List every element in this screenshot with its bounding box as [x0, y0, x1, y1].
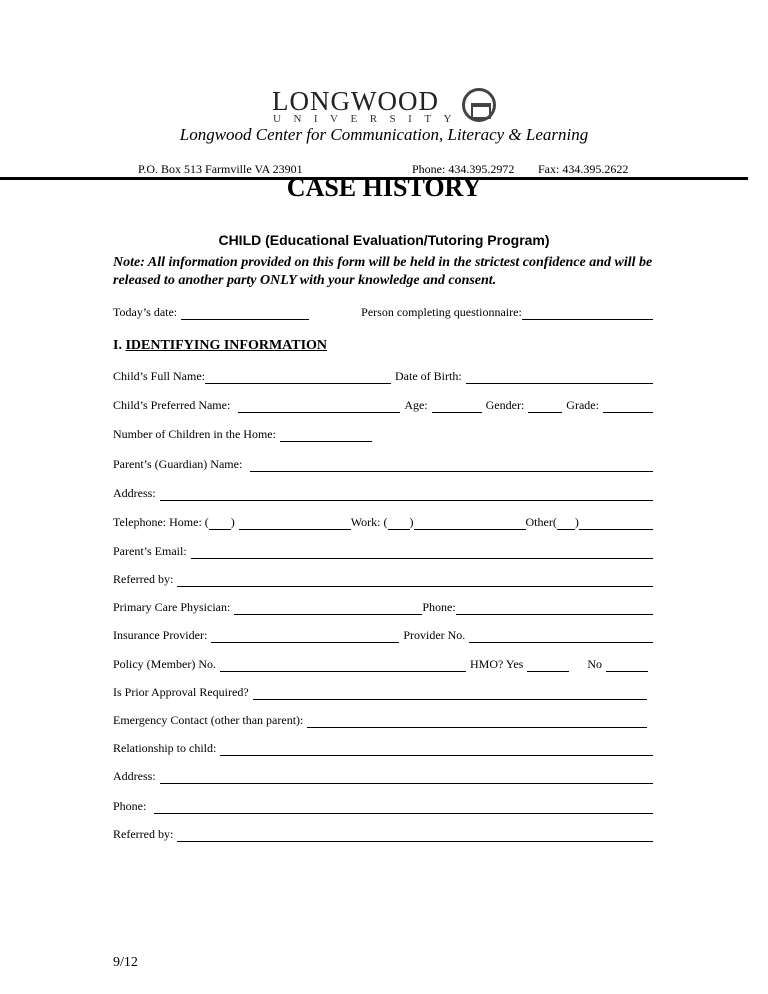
label-preferred: Child’s Preferred Name: — [113, 398, 231, 412]
parent-name-field[interactable] — [250, 460, 653, 472]
center-fax: Fax: 434.395.2622 — [538, 162, 629, 176]
label-grade: Grade: — [566, 398, 599, 412]
label-physician-phone: Phone: — [422, 600, 456, 614]
row-parent — [113, 458, 653, 472]
hmo-yes-field[interactable] — [527, 660, 569, 672]
home-area-code-field[interactable] — [209, 518, 231, 530]
address-field[interactable] — [160, 489, 653, 501]
relationship-field[interactable] — [220, 744, 653, 756]
label-prior-approval: Is Prior Approval Required? — [113, 685, 249, 699]
preferred-field[interactable] — [238, 401, 400, 413]
other-area-code-field[interactable] — [557, 518, 575, 530]
label-insurance: Insurance Provider: — [113, 628, 208, 642]
row-telephone — [113, 516, 653, 530]
hmo-no-field[interactable] — [606, 660, 648, 672]
label-dob: Date of Birth: — [395, 369, 462, 383]
referred2-field[interactable] — [177, 830, 653, 842]
row-preferred — [113, 399, 653, 413]
row-policy — [113, 658, 653, 672]
emergency-field[interactable] — [307, 716, 647, 728]
row-address2 — [113, 770, 653, 784]
page-title: CASE HISTORY — [286, 173, 482, 202]
insurance-field[interactable] — [211, 631, 399, 643]
work-phone-field[interactable] — [414, 518, 526, 530]
paren: ) — [409, 515, 414, 529]
label-full-name: Child’s Full Name: — [113, 369, 206, 383]
label-gender: Gender: — [485, 398, 525, 412]
center-phone: Phone: 434.395.2972 — [412, 162, 515, 176]
revision-date: 9/12 — [113, 955, 138, 970]
label-phone2: Phone: — [113, 799, 147, 813]
label-address: Address: — [113, 486, 156, 500]
row-physician — [113, 601, 653, 615]
row-referred2 — [113, 828, 653, 842]
label-email: Parent’s Email: — [113, 544, 187, 558]
label-other: Other( — [525, 515, 557, 529]
center-name: Longwood Center for Communication, Literacy & Learning — [179, 125, 589, 144]
row-relationship — [113, 742, 653, 756]
referred-field[interactable] — [177, 575, 653, 587]
label-hmo-no: No — [587, 657, 602, 671]
section-heading: I. IDENTIFYING INFORMATION — [113, 338, 328, 353]
dob-field[interactable] — [466, 372, 653, 384]
logo-subtitle: UNIVERSITY — [273, 113, 464, 125]
label-parent-name: Parent’s (Guardian) Name: — [113, 457, 243, 471]
paren: ) — [230, 515, 235, 529]
po-box: P.O. Box 513 Farmville VA 23901 — [138, 162, 303, 176]
row-email — [113, 545, 653, 559]
label-policy: Policy (Member) No. — [113, 657, 216, 671]
row-phone2 — [113, 800, 653, 814]
full-name-field[interactable] — [205, 372, 391, 384]
home-phone-field[interactable] — [239, 518, 351, 530]
row-referred — [113, 573, 653, 587]
label-relationship: Relationship to child: — [113, 741, 217, 755]
address2-field[interactable] — [160, 772, 653, 784]
work-area-code-field[interactable] — [388, 518, 410, 530]
label-person: Person completing questionnaire: — [361, 305, 522, 319]
prior-approval-field[interactable] — [253, 688, 647, 700]
num-children-field[interactable] — [280, 430, 372, 442]
label-tel-home: Telephone: Home: ( — [113, 515, 209, 529]
form-subtitle: CHILD (Educational Evaluation/Tutoring Program) — [218, 232, 550, 248]
label-referred: Referred by: — [113, 572, 174, 586]
label-work: Work: ( — [350, 515, 388, 529]
row-address — [113, 487, 653, 501]
label-physician: Primary Care Physician: — [113, 600, 231, 614]
provider-no-field[interactable] — [469, 631, 653, 643]
label-date: Today’s date: — [113, 305, 178, 319]
label-referred2: Referred by: — [113, 827, 174, 841]
label-address2: Address: — [113, 769, 156, 783]
age-field[interactable] — [432, 401, 482, 413]
policy-field[interactable] — [220, 660, 466, 672]
row-emergency — [113, 714, 653, 728]
date-field[interactable] — [181, 308, 309, 320]
university-seal-icon — [462, 88, 496, 122]
physician-phone-field[interactable] — [456, 603, 653, 615]
row-prior — [113, 686, 653, 700]
label-age: Age: — [404, 398, 428, 412]
row-children — [113, 428, 653, 442]
person-field[interactable] — [522, 308, 653, 320]
other-phone-field[interactable] — [579, 518, 653, 530]
confidentiality-note: Note: All information provided on this form will be held in the strictest confidence and will be released to another party ONLY with your knowledge and consent. — [113, 255, 653, 288]
label-hmo-yes: HMO? Yes — [469, 657, 524, 671]
logo-wordmark: LONGWOOD — [272, 86, 439, 116]
email-field[interactable] — [191, 547, 653, 559]
row-insurance — [113, 629, 653, 643]
row-date — [113, 306, 653, 320]
label-emergency: Emergency Contact (other than parent): — [113, 713, 304, 727]
row-name — [113, 370, 653, 384]
gender-field[interactable] — [528, 401, 562, 413]
label-num-children: Number of Children in the Home: — [113, 427, 276, 441]
phone2-field[interactable] — [154, 802, 653, 814]
label-provider-no: Provider No. — [403, 628, 466, 642]
paren: ) — [574, 515, 579, 529]
grade-field[interactable] — [603, 401, 653, 413]
physician-field[interactable] — [234, 603, 422, 615]
